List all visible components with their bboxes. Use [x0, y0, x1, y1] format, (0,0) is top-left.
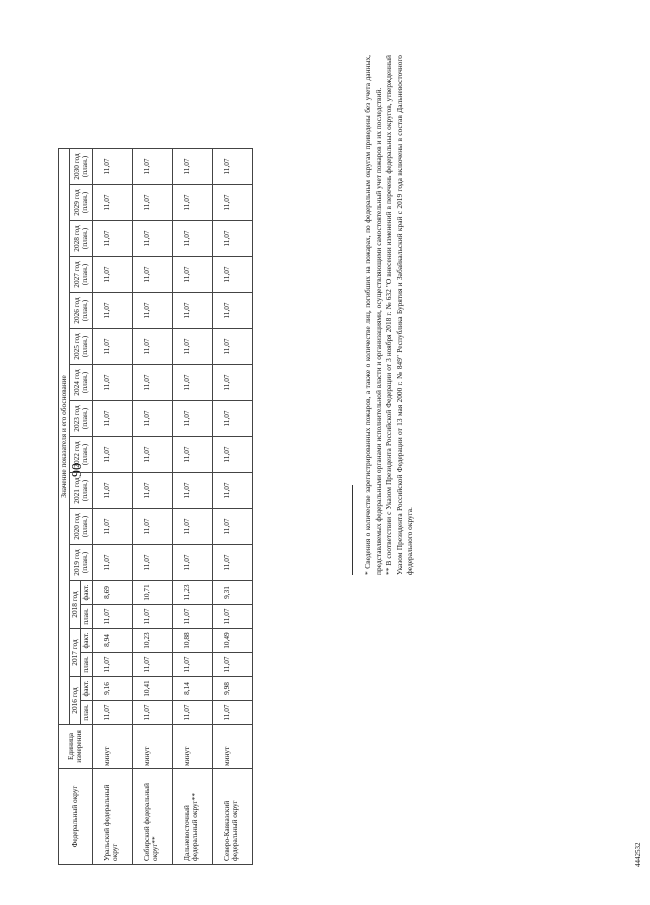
- header-district: Федеральный округ: [59, 769, 93, 865]
- data-table: [58, 148, 253, 865]
- value-cell: 11,07: [92, 605, 132, 629]
- value-cell: 10,49: [212, 629, 252, 653]
- value-cell: 11,07: [212, 149, 252, 185]
- header-future-year-sub: (план.): [79, 263, 89, 286]
- header-future-year: [70, 221, 92, 257]
- value-cell: 11,07: [92, 545, 132, 581]
- value-cell: 11,07: [132, 437, 172, 473]
- district-cell: Сибирский федеральный округ**: [132, 769, 172, 865]
- header-future-year-label: 2028 год: [71, 225, 81, 252]
- unit-cell: минут: [92, 725, 132, 769]
- value-cell: 11,07: [172, 329, 212, 365]
- value-cell: 11,07: [92, 473, 132, 509]
- value-cell: 11,07: [212, 653, 252, 677]
- header-future-year-label: 2027 год: [71, 261, 81, 288]
- value-cell: 11,07: [172, 149, 212, 185]
- header-plan: план.: [81, 653, 92, 677]
- header-future-year: [70, 473, 92, 509]
- value-cell: 11,07: [212, 473, 252, 509]
- value-cell: 11,07: [92, 149, 132, 185]
- header-future-year: [70, 293, 92, 329]
- value-cell: 11,07: [132, 149, 172, 185]
- document-id: 4442532: [634, 842, 642, 867]
- value-cell: 11,07: [212, 701, 252, 725]
- value-cell: 11,07: [172, 257, 212, 293]
- header-future-year-sub: (план.): [79, 335, 89, 358]
- value-cell: 11,07: [172, 185, 212, 221]
- header-future-year-label: 2023 год: [71, 405, 81, 432]
- header-future-year-sub: (план.): [79, 551, 89, 574]
- value-cell: 11,07: [132, 509, 172, 545]
- header-group: Значение показателя и его обоснование: [59, 149, 70, 725]
- value-cell: 11,07: [172, 437, 212, 473]
- table-row: [212, 149, 252, 865]
- value-cell: 10,23: [132, 629, 172, 653]
- value-cell: 11,07: [212, 545, 252, 581]
- value-cell: 11,07: [92, 329, 132, 365]
- value-cell: 11,07: [132, 653, 172, 677]
- header-year-2016: 2016 год: [70, 677, 81, 725]
- value-cell: 8,69: [92, 581, 132, 605]
- value-cell: 9,31: [212, 581, 252, 605]
- header-year-2017: 2017 год: [70, 629, 81, 677]
- value-cell: 11,07: [92, 653, 132, 677]
- value-cell: 8,14: [172, 677, 212, 701]
- header-plan: план.: [81, 701, 92, 725]
- value-cell: 11,07: [132, 473, 172, 509]
- unit-cell: минут: [132, 725, 172, 769]
- unit-cell: минут: [212, 725, 252, 769]
- page-number: 90: [70, 463, 85, 477]
- value-cell: 11,07: [172, 545, 212, 581]
- value-cell: 9,98: [212, 677, 252, 701]
- header-future-year: [70, 329, 92, 365]
- value-cell: 11,07: [172, 605, 212, 629]
- value-cell: 11,07: [212, 329, 252, 365]
- footnote-divider: [352, 485, 353, 575]
- value-cell: 10,41: [132, 677, 172, 701]
- value-cell: 11,07: [92, 509, 132, 545]
- value-cell: 11,07: [212, 509, 252, 545]
- header-future-year-sub: (план.): [79, 371, 89, 394]
- table-row: [132, 149, 172, 865]
- value-cell: 11,07: [132, 257, 172, 293]
- value-cell: 11,07: [212, 401, 252, 437]
- value-cell: 11,07: [92, 221, 132, 257]
- value-cell: 11,07: [172, 653, 212, 677]
- value-cell: 11,07: [92, 365, 132, 401]
- value-cell: 11,07: [132, 701, 172, 725]
- header-future-year: [70, 149, 92, 185]
- rotated-content: [50, 35, 650, 875]
- value-cell: 10,71: [132, 581, 172, 605]
- header-future-year: [70, 401, 92, 437]
- header-future-year-sub: (план.): [79, 155, 89, 178]
- header-future-year: [70, 545, 92, 581]
- table-body: [92, 149, 252, 865]
- value-cell: 11,07: [172, 473, 212, 509]
- value-cell: 11,07: [132, 545, 172, 581]
- header-future-year-label: 2025 год: [71, 333, 81, 360]
- value-cell: 11,07: [212, 185, 252, 221]
- value-cell: 11,07: [172, 293, 212, 329]
- unit-cell: минут: [172, 725, 212, 769]
- header-future-year-label: 2024 год: [71, 369, 81, 396]
- header-year-2018: 2018 год: [70, 581, 81, 629]
- district-cell: Дальневосточный федеральный округ**: [172, 769, 212, 865]
- header-fact: факт.: [81, 629, 92, 653]
- footnote-1: * Сведения о количестве зарегистрированных пожаров, а также о количестве лиц, погибших на пожарах, по федеральным округам приведены без учета данных, представляемых федеральными органами исполнительной власти и организациями, осуществляющими самостоятельный учет пожаров и их последствий.: [363, 55, 383, 575]
- district-cell: Северо-Кавказский федеральный округ: [212, 769, 252, 865]
- value-cell: 11,07: [92, 257, 132, 293]
- footnote-2: ** В соответствии с Указом Президента Российской Федерации от 3 ноября 2018 г. № 632 "О внесении изменений в перечень федеральных округов, утвержденный Указом Президента Российской Федерации от 13 мая 2000 г. № 849" Республика Бурятия и Забайкальский край с 2019 года включены в состав Дальневосточного федерального округа.: [384, 55, 414, 575]
- header-future-year-sub: (план.): [79, 227, 89, 250]
- header-future-year-label: 2022 год: [71, 441, 81, 468]
- header-fact: факт.: [81, 677, 92, 701]
- value-cell: 11,07: [92, 185, 132, 221]
- header-future-year-sub: (план.): [79, 515, 89, 538]
- value-cell: 11,07: [132, 329, 172, 365]
- header-future-year: [70, 185, 92, 221]
- value-cell: 8,94: [92, 629, 132, 653]
- value-cell: 11,07: [92, 701, 132, 725]
- header-future-year: [70, 257, 92, 293]
- header-future-year-label: 2029 год: [71, 189, 81, 216]
- table-row: [172, 149, 212, 865]
- value-cell: 11,07: [212, 605, 252, 629]
- header-future-year: [70, 365, 92, 401]
- value-cell: 11,07: [212, 293, 252, 329]
- table-row: [92, 149, 132, 865]
- header-future-year-sub: (план.): [79, 191, 89, 214]
- value-cell: 11,07: [172, 221, 212, 257]
- header-future-year-label: 2019 год: [71, 549, 81, 576]
- header-future-year-sub: (план.): [79, 299, 89, 322]
- value-cell: 11,07: [132, 401, 172, 437]
- district-cell: Уральский федеральный округ: [92, 769, 132, 865]
- value-cell: 11,07: [212, 257, 252, 293]
- header-future-year: [70, 437, 92, 473]
- header-future-year-label: 2020 год: [71, 513, 81, 540]
- value-cell: 11,07: [132, 293, 172, 329]
- header-future-year: [70, 509, 92, 545]
- value-cell: 11,07: [212, 221, 252, 257]
- value-cell: 11,07: [172, 701, 212, 725]
- header-unit: Единица измерения: [59, 725, 93, 769]
- value-cell: 11,07: [92, 293, 132, 329]
- header-future-year-sub: (план.): [79, 479, 89, 502]
- value-cell: 11,07: [212, 437, 252, 473]
- value-cell: 11,07: [92, 437, 132, 473]
- value-cell: 11,07: [92, 401, 132, 437]
- value-cell: 9,16: [92, 677, 132, 701]
- header-future-year-sub: (план.): [79, 443, 89, 466]
- value-cell: 11,07: [212, 365, 252, 401]
- header-fact: факт.: [81, 581, 92, 605]
- value-cell: 11,07: [132, 365, 172, 401]
- value-cell: 11,07: [172, 509, 212, 545]
- value-cell: 10,88: [172, 629, 212, 653]
- value-cell: 11,07: [172, 365, 212, 401]
- value-cell: 11,07: [132, 185, 172, 221]
- value-cell: 11,07: [132, 605, 172, 629]
- header-future-year-label: 2030 год: [71, 153, 81, 180]
- header-future-year-sub: (план.): [79, 407, 89, 430]
- value-cell: 11,07: [172, 401, 212, 437]
- header-plan: план.: [81, 605, 92, 629]
- header-future-year-label: 2021 год: [71, 477, 81, 504]
- value-cell: 11,07: [132, 221, 172, 257]
- value-cell: 11,23: [172, 581, 212, 605]
- header-future-year-label: 2026 год: [71, 297, 81, 324]
